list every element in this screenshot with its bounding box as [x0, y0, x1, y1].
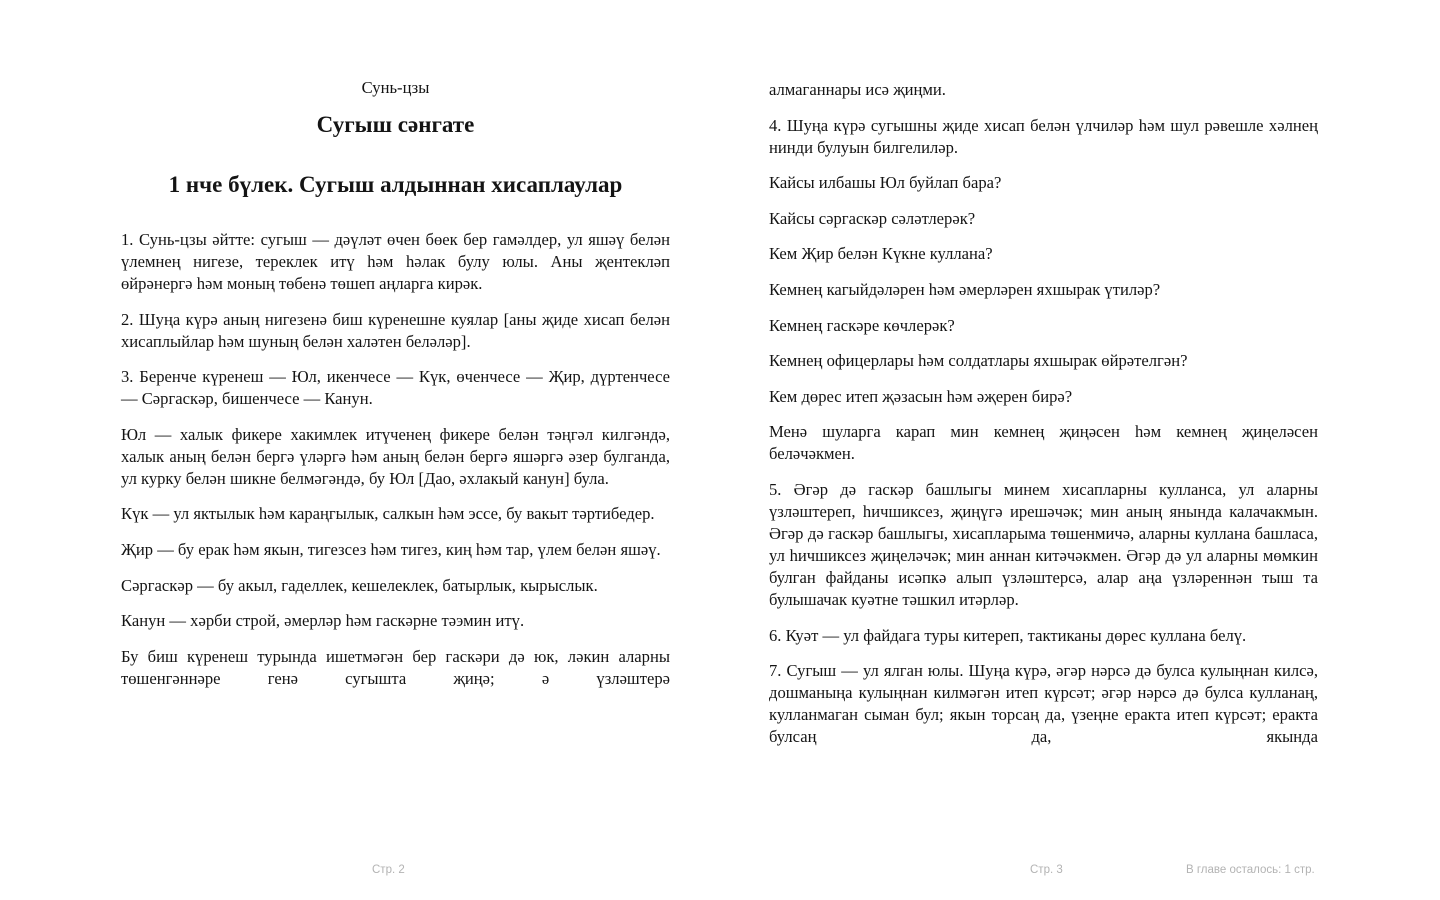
- paragraph: Канун — хәрби строй, әмерләр һәм гаскәрне тәэмин итү.: [121, 611, 525, 631]
- paragraph: 6. Куәт — ул файдага туры китереп, тактиканы дөрес куллана белү.: [769, 625, 1247, 645]
- page-number-right: Стр. 3: [1030, 864, 1063, 876]
- chapter-title: 1 нче бүлек. Сугыш алдыннан хисаплаулар: [168, 172, 623, 197]
- paragraph: 1. Сунь-цзы әйтте: сугыш — дәүләт өчен бөек бер гамәлдер, ул яшәү белән үлемнең нигезе, тереклек итү һәм һәлак булу юлы. Аны җентекләп өйрәнергә һәм моның төбенә төшеп аңларга кирәк.: [121, 230, 670, 293]
- paragraph: Кайсы сәргаскәр сәләтлерәк?: [769, 208, 976, 228]
- paragraph: Кайсы илбашы Юл буйлап бара?: [769, 173, 1002, 193]
- paragraph: Кемнең гаскәре көчлерәк?: [769, 315, 955, 335]
- paragraph: 2. Шуңа күрә аның нигезенә биш күренешне куялар [аны җиде хисап белән хисаплыйлар һәм шуның белән халәтен беләләр].: [121, 309, 670, 351]
- right-page-body: [769, 79, 1318, 762]
- paragraph: 7. Сугыш — ул ялган юлы. Шуңа күрә, әгәр нәрсә дә булса кулыңнан килсә, дошманыңа кулыңнан килмәгән итеп күрсәт; әгәр нәрсә дә булса кулланаң, кулланмаган сыман бул; якын торсаң да, үзеңне еракта итеп күрсәт; еракта булсаң да, якында: [769, 661, 1318, 747]
- paragraph: Кем Җир белән Күкне куллана?: [769, 244, 993, 264]
- paragraph: Кемнең офицерлары һәм солдатлары яхшырак өйрәтелгән?: [769, 351, 1188, 371]
- paragraph: Кемнең кагыйдәләрен һәм әмерләрен яхшырак үтиләр?: [769, 279, 1161, 299]
- paragraph: Җир — бу ерак һәм якын, тигезсез һәм тигез, киң һәм тар, үлем белән яшәү.: [121, 539, 661, 559]
- paragraph: Менә шуларга карап мин кемнең җиңәсен һәм кемнең җиңеләсен беләчәкмен.: [769, 422, 1318, 464]
- book-title: Сугыш сәнгате: [316, 112, 475, 137]
- page-number-left: Стр. 2: [372, 864, 405, 876]
- paragraph: 3. Беренче күренеш — Юл, икенчесе — Күк, өченчесе — Җир, дүртенчесе — Сәргаскәр, бишенчесе — Канун.: [121, 367, 670, 409]
- paragraph: 5. Әгәр дә гаскәр башлыгы минем хисапларны кулланса, ул аларны үзләштереп, һичшиксез, җиңүгә ирешәчәк; мин аның янында калачакмын. Әгәр дә гаскәр башлыгы, хисапларыма төшенмичә, аларны куллана башласа, ул һичшиксез җиңеләчәк; мин аннан китәчәкмен. Әгәр дә ул аларны мөмкин булган файданы исәпкә алып үзләштерсә, алар аңа үзләреннән тыш та булышачак куәтне тәшкил итәрләр.: [769, 479, 1318, 609]
- paragraph: Кем дөрес итеп җәзасын һәм әҗерен бирә?: [769, 386, 1073, 406]
- paragraph: Күк — ул яктылык һәм караңгылык, салкын һәм эссе, бу вакыт тәртибедер.: [121, 504, 655, 524]
- paragraph: Бу биш күренеш турында ишетмәгән бер гаскәри дә юк, ләкин аларны төшенгәннәре генә сугышта җиңә; ә үзләштерә: [121, 646, 670, 688]
- paragraph: алмаганнары исә җиңми.: [769, 80, 946, 99]
- paragraph: Юл — халык фикере хакимлек итүченең фикере белән тәңгәл килгәндә, халык аның белән бергә үләргә һәм аның белән бергә яшәргә әзер булганда, ул курку белән шикне белмәгәндә, бу Юл [Дао, әхлакый канун] була.: [121, 424, 670, 488]
- paragraph: 4. Шуңа күрә сугышны җиде хисап белән үлчиләр һәм шул рәвешле хәлнең нинди булуын билгелиләр.: [769, 115, 1318, 157]
- left-page-body: [121, 229, 670, 703]
- paragraph: Сәргаскәр — бу акыл, гаделлек, кешелеклек, батырлык, кырыслык.: [121, 575, 598, 595]
- chapter-pages-remaining: В главе осталось: 1 стр.: [1186, 864, 1315, 876]
- book-author: Сунь-цзы: [361, 78, 430, 97]
